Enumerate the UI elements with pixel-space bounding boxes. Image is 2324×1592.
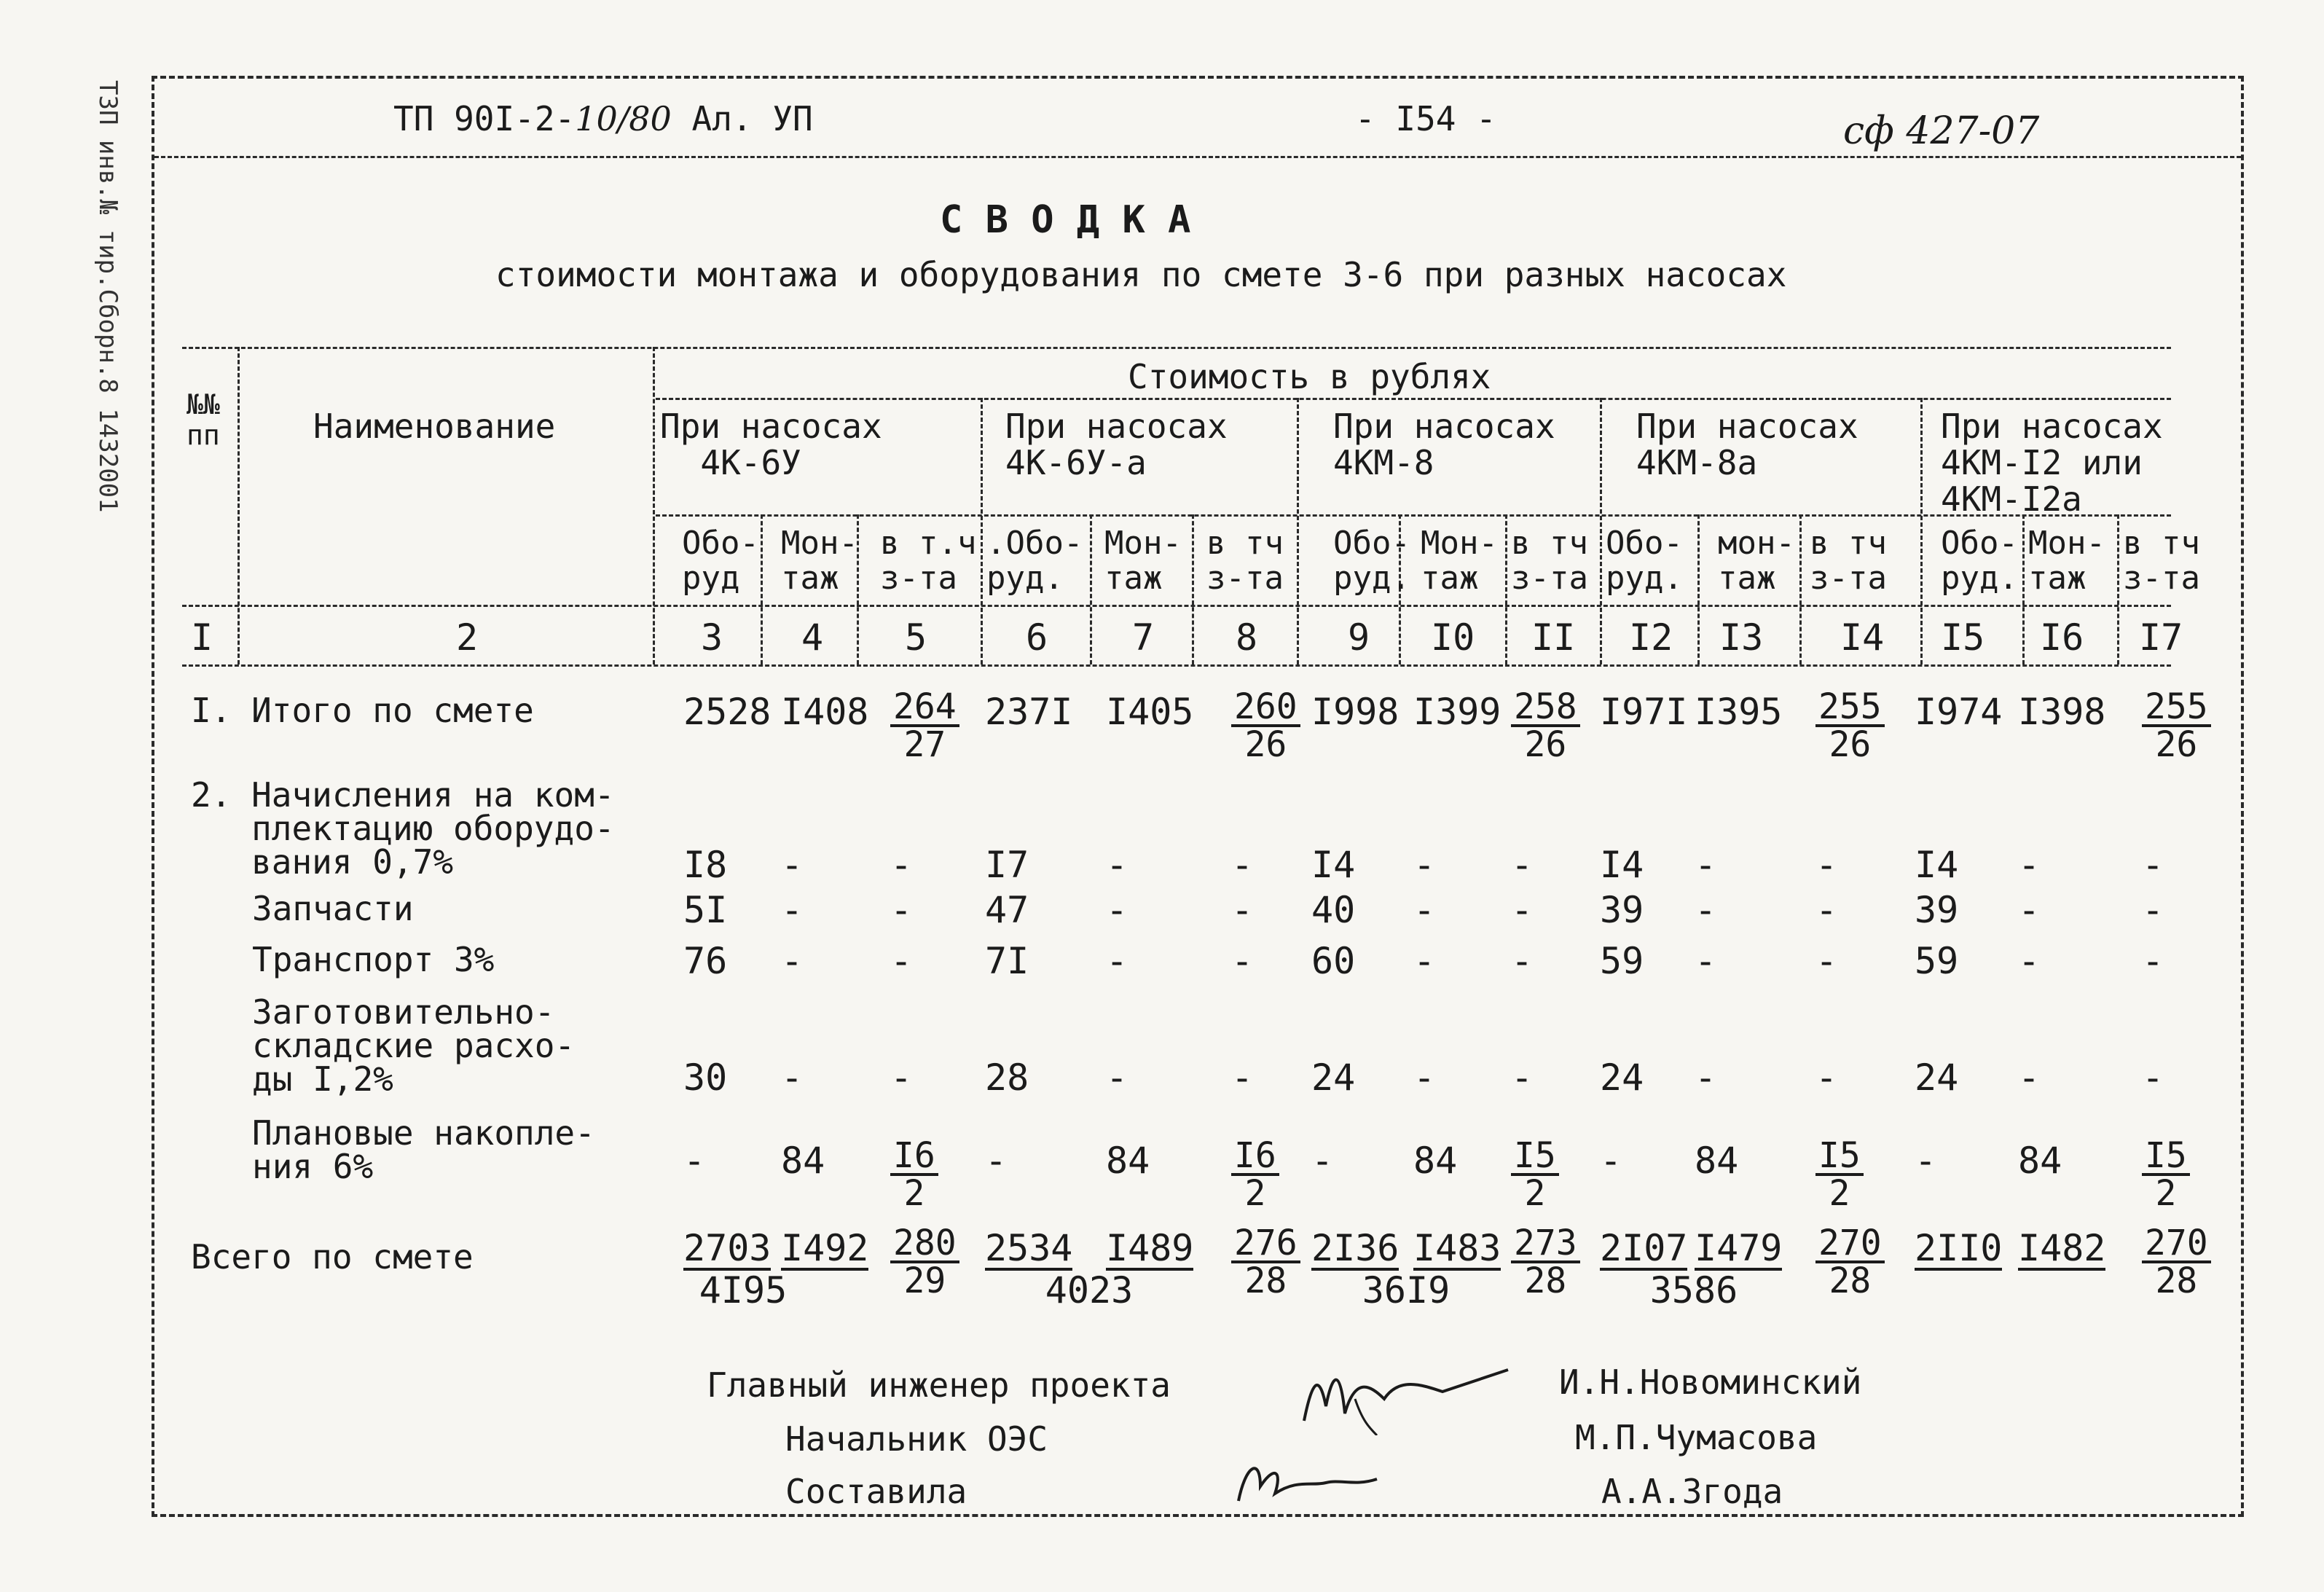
table-cell: $\frac{260}{26}$ bbox=[1231, 689, 1300, 762]
table-cell: 2I07 bbox=[1600, 1227, 1688, 1269]
sub-header: в тч з-та bbox=[1206, 525, 1284, 597]
row-label-grand-total: Всего по смете bbox=[191, 1237, 474, 1277]
table-cell: - bbox=[985, 1140, 1008, 1182]
group-5-header: При насосах 4КМ-I2 или 4КМ-I2а bbox=[1941, 407, 2163, 519]
col-number: II bbox=[1531, 616, 1576, 659]
col-number: 9 bbox=[1348, 616, 1370, 659]
table-cell: - bbox=[1815, 1056, 1838, 1099]
table-cell: 47 bbox=[985, 889, 1029, 931]
table-cell: I4 bbox=[1915, 844, 1959, 886]
stamp-handwritten: сф 427-07 bbox=[1843, 109, 2040, 153]
grand-total-cell: 3586 bbox=[1649, 1269, 1738, 1311]
row-label-storage: Заготовительно- складские расхо- ды I,2% bbox=[252, 992, 576, 1099]
table-cell: 59 bbox=[1600, 940, 1644, 982]
table-cell: $\frac{270}{28}$ bbox=[1815, 1226, 1885, 1298]
col-number: 5 bbox=[905, 616, 927, 659]
sub-header: Обо- руд. bbox=[1333, 525, 1410, 597]
col-number: I5 bbox=[1941, 616, 1985, 659]
table-cell: - bbox=[1231, 940, 1254, 982]
table-cell: $\frac{I5}{2}$ bbox=[1511, 1138, 1559, 1211]
table-cell: I8 bbox=[683, 844, 728, 886]
table-cell: 2II0 bbox=[1915, 1227, 2003, 1269]
table-cell: 24 bbox=[1311, 1056, 1356, 1099]
col-number: 7 bbox=[1132, 616, 1155, 659]
col-number: 3 bbox=[701, 616, 723, 659]
table-cell: $\frac{258}{26}$ bbox=[1511, 689, 1580, 762]
grand-total-cell: 4I95 bbox=[699, 1269, 788, 1311]
table-cell: 24 bbox=[1915, 1056, 1959, 1099]
table-cell: I479 bbox=[1695, 1227, 1783, 1269]
sub-header: в тч з-та bbox=[1511, 525, 1588, 597]
col-number: 8 bbox=[1236, 616, 1258, 659]
page-subtitle: стоимости монтажа и оборудования по смете 3-6 при разных насосах bbox=[495, 255, 1787, 294]
table-cell: $\frac{255}{26}$ bbox=[1815, 689, 1885, 762]
table-cell: - bbox=[1695, 844, 1717, 886]
col-number: I7 bbox=[2139, 616, 2183, 659]
table-cell: 84 bbox=[1106, 1140, 1150, 1182]
signature-mark-1 bbox=[1297, 1355, 1515, 1435]
table-cell: - bbox=[683, 1140, 706, 1182]
table-cell: $\frac{273}{28}$ bbox=[1511, 1226, 1580, 1298]
table-cell: 84 bbox=[781, 1140, 825, 1182]
col-number: 4 bbox=[801, 616, 824, 659]
table-cell: 24 bbox=[1600, 1056, 1644, 1099]
table-cell: I398 bbox=[2018, 691, 2106, 733]
table-cell: I408 bbox=[781, 691, 869, 733]
table-cell: - bbox=[1231, 889, 1254, 931]
table-cell: - bbox=[1511, 844, 1534, 886]
table-cell: - bbox=[2142, 1056, 2164, 1099]
table-cell: 39 bbox=[1915, 889, 1959, 931]
page-number: - I54 - bbox=[1355, 99, 1496, 138]
table-cell: - bbox=[781, 940, 804, 982]
col-number: I0 bbox=[1431, 616, 1475, 659]
table-cell: - bbox=[1695, 1056, 1717, 1099]
signer-name-3: А.А.Згода bbox=[1601, 1472, 1783, 1511]
table-cell: $\frac{I5}{2}$ bbox=[1815, 1138, 1864, 1211]
table-cell: $\frac{270}{28}$ bbox=[2142, 1226, 2211, 1298]
table-cell: $\frac{I6}{2}$ bbox=[890, 1138, 938, 1211]
group-1-header: При насосах 4К-6У bbox=[660, 407, 882, 482]
group-2-header: При насосах 4К-6У-а bbox=[1005, 407, 1228, 482]
table-cell: I7 bbox=[985, 844, 1029, 886]
sub-header: Мон- таж bbox=[781, 525, 858, 597]
table-cell: - bbox=[1915, 1140, 1937, 1182]
col-number: 2 bbox=[456, 616, 479, 659]
table-cell: 84 bbox=[1695, 1140, 1739, 1182]
col-number: I6 bbox=[2040, 616, 2084, 659]
table-cell: - bbox=[1311, 1140, 1334, 1182]
table-cell: - bbox=[890, 940, 913, 982]
table-cell: - bbox=[890, 1056, 913, 1099]
table-cell: - bbox=[1815, 844, 1838, 886]
table-cell: - bbox=[1600, 1140, 1622, 1182]
sub-header: в тч з-та bbox=[2123, 525, 2200, 597]
table-cell: I4 bbox=[1311, 844, 1356, 886]
sub-header: мон- таж bbox=[1718, 525, 1795, 597]
table-cell: I97I bbox=[1600, 691, 1688, 733]
cost-header: Стоимость в рублях bbox=[1128, 357, 1491, 396]
sub-header: Мон- таж bbox=[2028, 525, 2105, 597]
row-label-spares: Запчасти bbox=[252, 889, 414, 928]
table-cell: - bbox=[1413, 889, 1436, 931]
table-cell: - bbox=[2142, 844, 2164, 886]
sub-header: в тч з-та bbox=[1810, 525, 1887, 597]
table-cell: - bbox=[2142, 940, 2164, 982]
table-cell: $\frac{280}{29}$ bbox=[890, 1226, 959, 1298]
col-number: 6 bbox=[1026, 616, 1048, 659]
table-cell: I489 bbox=[1106, 1227, 1194, 1269]
table-cell: 40 bbox=[1311, 889, 1356, 931]
sub-header: Обо- руд. bbox=[1941, 525, 2018, 597]
table-cell: 84 bbox=[1413, 1140, 1458, 1182]
grand-total-cell: 4023 bbox=[1045, 1269, 1134, 1311]
table-cell: - bbox=[781, 1056, 804, 1099]
table-cell: - bbox=[1815, 940, 1838, 982]
row-label-transport: Транспорт 3% bbox=[252, 940, 495, 979]
col-number: I4 bbox=[1840, 616, 1885, 659]
table-cell: - bbox=[1106, 1056, 1128, 1099]
table-cell: I974 bbox=[1915, 691, 2003, 733]
table-cell: I483 bbox=[1413, 1227, 1501, 1269]
sub-header: Обо- руд. bbox=[1606, 525, 1683, 597]
page-title: С В О Д К А bbox=[940, 198, 1191, 242]
table-cell: I399 bbox=[1413, 691, 1501, 733]
table-cell: 30 bbox=[683, 1056, 728, 1099]
table-cell: 59 bbox=[1915, 940, 1959, 982]
table-cell: - bbox=[1695, 889, 1717, 931]
sub-header: Мон- таж bbox=[1421, 525, 1498, 597]
table-cell: - bbox=[1106, 844, 1128, 886]
table-cell: - bbox=[1511, 940, 1534, 982]
table-cell: - bbox=[1413, 844, 1436, 886]
row-label-charges: 2. Начисления на ком- плектацию оборудо- вания 0,7% bbox=[191, 775, 615, 882]
table-cell: - bbox=[1106, 940, 1128, 982]
table-cell: - bbox=[1231, 1056, 1254, 1099]
sub-header: Мон- таж bbox=[1104, 525, 1182, 597]
table-cell: I482 bbox=[2018, 1227, 2106, 1269]
table-cell: $\frac{276}{28}$ bbox=[1231, 1226, 1300, 1298]
signature-mark-2 bbox=[1231, 1450, 1384, 1508]
sub-header: .Обо- руд. bbox=[986, 525, 1083, 597]
table-cell: I395 bbox=[1695, 691, 1783, 733]
group-3-header: При насосах 4КМ-8 bbox=[1333, 407, 1555, 482]
table-cell: - bbox=[1231, 844, 1254, 886]
col-name-header: Наименование bbox=[313, 407, 556, 446]
table-cell: 60 bbox=[1311, 940, 1356, 982]
row-label-savings: Плановые накопле- ния 6% bbox=[252, 1113, 595, 1186]
signer-role-compiled: Составила bbox=[785, 1472, 967, 1511]
table-cell: 2528 bbox=[683, 691, 772, 733]
col-number: I3 bbox=[1719, 616, 1764, 659]
col-num-header: №№ пп bbox=[187, 388, 220, 451]
signer-role-chief-engineer: Главный инженер проекта bbox=[707, 1365, 1171, 1405]
table-cell: 76 bbox=[683, 940, 728, 982]
table-cell: I405 bbox=[1106, 691, 1194, 733]
table-cell: $\frac{264}{27}$ bbox=[890, 689, 959, 762]
table-cell: 28 bbox=[985, 1056, 1029, 1099]
table-cell: - bbox=[890, 844, 913, 886]
signer-role-head-oes: Начальник ОЭС bbox=[785, 1419, 1048, 1459]
table-cell: 237I bbox=[985, 691, 1073, 733]
table-cell: - bbox=[890, 889, 913, 931]
table-cell: 2I36 bbox=[1311, 1227, 1399, 1269]
table-cell: $\frac{I5}{2}$ bbox=[2142, 1138, 2190, 1211]
group-4-header: При насосах 4КМ-8а bbox=[1636, 407, 1858, 482]
table-cell: - bbox=[1511, 889, 1534, 931]
table-cell: I998 bbox=[1311, 691, 1399, 733]
grand-total-cell: 36I9 bbox=[1362, 1269, 1450, 1311]
table-cell: - bbox=[2018, 1056, 2041, 1099]
table-cell: - bbox=[781, 889, 804, 931]
side-note: ТЗП инв.№ тир.Сборн.8 1432001 bbox=[93, 80, 122, 513]
col-number: I2 bbox=[1629, 616, 1673, 659]
table-cell: 5I bbox=[683, 889, 728, 931]
table-cell: - bbox=[2018, 889, 2041, 931]
sub-header: в т.ч з-та bbox=[880, 525, 977, 597]
table-cell: - bbox=[2142, 889, 2164, 931]
table-cell: - bbox=[781, 844, 804, 886]
signer-name-2: М.П.Чумасова bbox=[1575, 1418, 1818, 1457]
table-cell: $\frac{255}{26}$ bbox=[2142, 689, 2211, 762]
table-cell: - bbox=[2018, 940, 2041, 982]
signer-name-1: И.Н.Новоминский bbox=[1559, 1362, 1862, 1402]
col-number: I bbox=[191, 616, 213, 659]
table-cell: 84 bbox=[2018, 1140, 2062, 1182]
table-cell: - bbox=[2018, 844, 2041, 886]
table-cell: - bbox=[1413, 1056, 1436, 1099]
table-cell: 39 bbox=[1600, 889, 1644, 931]
table-cell: 2703 bbox=[683, 1227, 772, 1269]
table-cell: - bbox=[1106, 889, 1128, 931]
table-cell: - bbox=[1511, 1056, 1534, 1099]
doc-code: ТП 90I-2-10/80 Ал. УП bbox=[393, 99, 813, 138]
table-cell: - bbox=[1695, 940, 1717, 982]
table-cell: I4 bbox=[1600, 844, 1644, 886]
table-cell: I492 bbox=[781, 1227, 869, 1269]
row-label-total: I. Итого по смете bbox=[191, 691, 534, 730]
table-cell: $\frac{I6}{2}$ bbox=[1231, 1138, 1279, 1211]
table-cell: - bbox=[1815, 889, 1838, 931]
table-cell: 7I bbox=[985, 940, 1029, 982]
table-cell: - bbox=[1413, 940, 1436, 982]
table-cell: 2534 bbox=[985, 1227, 1073, 1269]
sub-header: Обо- руд bbox=[682, 525, 759, 597]
